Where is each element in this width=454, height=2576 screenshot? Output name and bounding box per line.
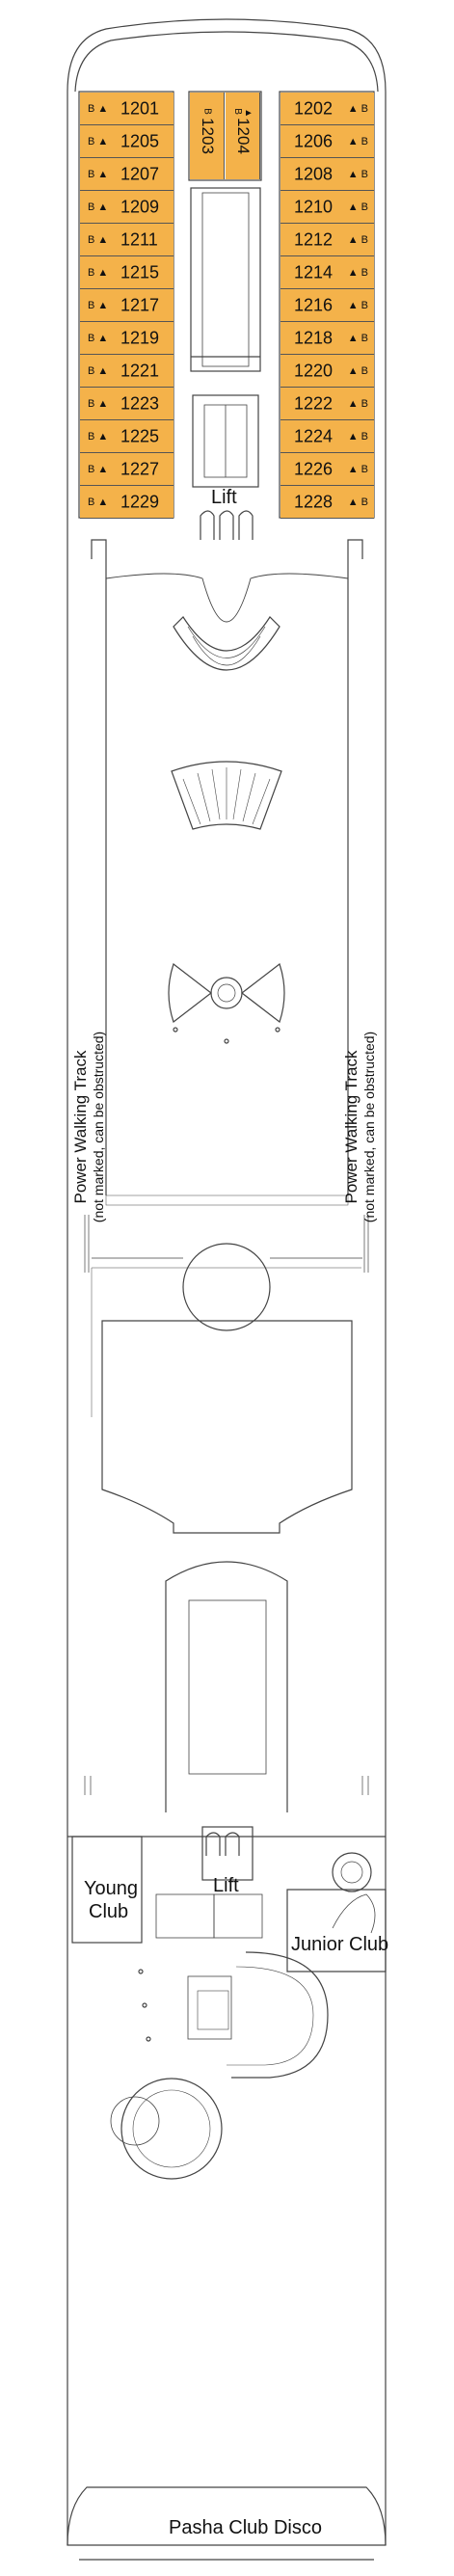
young-club-label-2: Club [89, 1901, 129, 1922]
cabin-number: 1203 [198, 118, 217, 154]
cabin-category: ▲ B [347, 332, 368, 344]
cabin-number: 1229 [120, 492, 160, 511]
cabin-number: 1204 [233, 118, 253, 154]
cabin-category: B ▲ [88, 496, 109, 508]
cabin-category: ▲ B [347, 364, 368, 377]
cabin-number: 1215 [120, 262, 160, 282]
cabin-1207[interactable] [80, 158, 174, 191]
cabin-number: 1217 [120, 295, 160, 314]
aft-stairwell [166, 1562, 287, 1812]
cabin-1214[interactable] [280, 256, 374, 289]
pool-deck-outline [92, 540, 362, 1195]
cabin-category: B ▲ [88, 233, 109, 246]
lift-label-bottom: Lift [213, 1875, 239, 1896]
walking-track-title: Power Walking Track [342, 1050, 361, 1204]
cabin-category: B ▲ [88, 135, 109, 148]
cabin-number: 1221 [120, 361, 160, 380]
stairwell-top [191, 188, 260, 371]
cabin-number: 1202 [294, 98, 334, 118]
cabin-category: ▲ B [347, 463, 368, 475]
cabin-1218[interactable] [280, 322, 374, 355]
cabin-category: ▲ B [347, 168, 368, 180]
cabin-number: 1205 [120, 131, 160, 150]
cabin-category: B ▲ [88, 364, 109, 377]
cabin-1215[interactable] [80, 256, 174, 289]
spiral-stairs-icon [333, 1853, 371, 1892]
cabin-1210[interactable] [280, 191, 374, 224]
dance-floor [121, 2079, 222, 2179]
sundeck-feature [169, 964, 284, 1043]
cabin-category: ▲ B [231, 108, 254, 119]
cabin-category: B ▲ [88, 168, 109, 180]
cabin-1225[interactable] [80, 420, 174, 453]
cabin-number: 1208 [294, 164, 334, 183]
junior-club-room [287, 1890, 389, 1972]
cabin-1221[interactable] [80, 355, 174, 388]
cabin-category: ▲ B [347, 430, 368, 443]
cabin-1216[interactable] [280, 289, 374, 322]
cabin-category: B ▲ [88, 463, 109, 475]
cabin-number: 1218 [294, 328, 334, 347]
cabin-1220[interactable] [280, 355, 374, 388]
walking-track-right [342, 857, 379, 1397]
walking-track-title: Power Walking Track [71, 1050, 90, 1204]
cabin-category: B ▲ [88, 201, 109, 213]
cabin-number: 1206 [294, 131, 334, 150]
cabin-1224[interactable] [280, 420, 374, 453]
pasha-club-label: Pasha Club Disco [169, 2517, 322, 2538]
cabin-category: ▲ B [347, 266, 368, 279]
walking-track-subtitle: (not marked, can be obstructed) [91, 1031, 106, 1223]
cabin-number: 1220 [294, 361, 334, 380]
cabin-1204[interactable] [226, 93, 260, 179]
cabin-1229[interactable] [80, 486, 174, 519]
cabin-category: B ▲ [88, 332, 109, 344]
cabin-1226[interactable] [280, 453, 374, 486]
lido-area [102, 1321, 352, 1533]
cabin-number: 1225 [120, 426, 160, 445]
midship-pool [183, 1244, 270, 1330]
cabin-1212[interactable] [280, 224, 374, 256]
cabin-category: B [201, 108, 212, 115]
cabin-number: 1216 [294, 295, 334, 314]
cabin-1222[interactable] [280, 388, 374, 420]
cabin-number: 1207 [120, 164, 160, 183]
cabin-number: 1224 [294, 426, 334, 445]
cabin-number: 1222 [294, 393, 334, 413]
cabin-category: B ▲ [88, 397, 109, 410]
cabin-category: ▲ B [347, 299, 368, 311]
cabin-1202[interactable] [280, 93, 374, 125]
cabin-category: B ▲ [88, 266, 109, 279]
cabin-category: ▲ B [347, 233, 368, 246]
cabin-category: ▲ B [347, 201, 368, 213]
central-lane [106, 1195, 348, 1205]
cabin-category: ▲ B [347, 102, 368, 115]
cabin-number: 1201 [120, 98, 160, 118]
cabin-1228[interactable] [280, 486, 374, 519]
lift-label-top: Lift [211, 487, 237, 508]
amphitheater-seating [174, 617, 280, 670]
cabin-number: 1226 [294, 459, 334, 478]
bow-inner-outline [75, 32, 378, 92]
cabin-category: ▲ B [347, 397, 368, 410]
cabin-category: B ▲ [88, 430, 109, 443]
cabin-category: ▲ B [347, 496, 368, 508]
cabin-number: 1214 [294, 262, 334, 282]
cabin-number: 1211 [120, 229, 158, 249]
cabin-1206[interactable] [280, 125, 374, 158]
young-club-label-1: Young [84, 1878, 138, 1899]
stairs-icon [200, 511, 253, 540]
cabin-1217[interactable] [80, 289, 174, 322]
cabin-number: 1212 [294, 229, 334, 249]
cabin-1201[interactable] [80, 93, 174, 125]
cabin-category: ▲ B [347, 135, 368, 148]
cabin-1219[interactable] [80, 322, 174, 355]
cabin-number: 1209 [120, 197, 160, 216]
cabin-1209[interactable] [80, 191, 174, 224]
cabin-category: B ▲ [88, 102, 109, 115]
cabin-category: B ▲ [88, 299, 109, 311]
cabin-number: 1223 [120, 393, 160, 413]
cabin-number: 1210 [294, 197, 334, 216]
cabin-number: 1228 [294, 492, 334, 511]
cabin-1203[interactable] [190, 93, 225, 179]
junior-club-label: Junior Club [291, 1934, 389, 1955]
cabin-1227[interactable] [80, 453, 174, 486]
cabin-number: 1219 [120, 328, 160, 347]
walking-track-subtitle: (not marked, can be obstructed) [361, 1031, 377, 1223]
cabin-1223[interactable] [80, 388, 174, 420]
cabin-1205[interactable] [80, 125, 174, 158]
cabin-number: 1227 [120, 459, 160, 478]
cabin-1211[interactable] [80, 224, 174, 256]
cabin-1208[interactable] [280, 158, 374, 191]
walking-track-left [71, 857, 108, 1397]
